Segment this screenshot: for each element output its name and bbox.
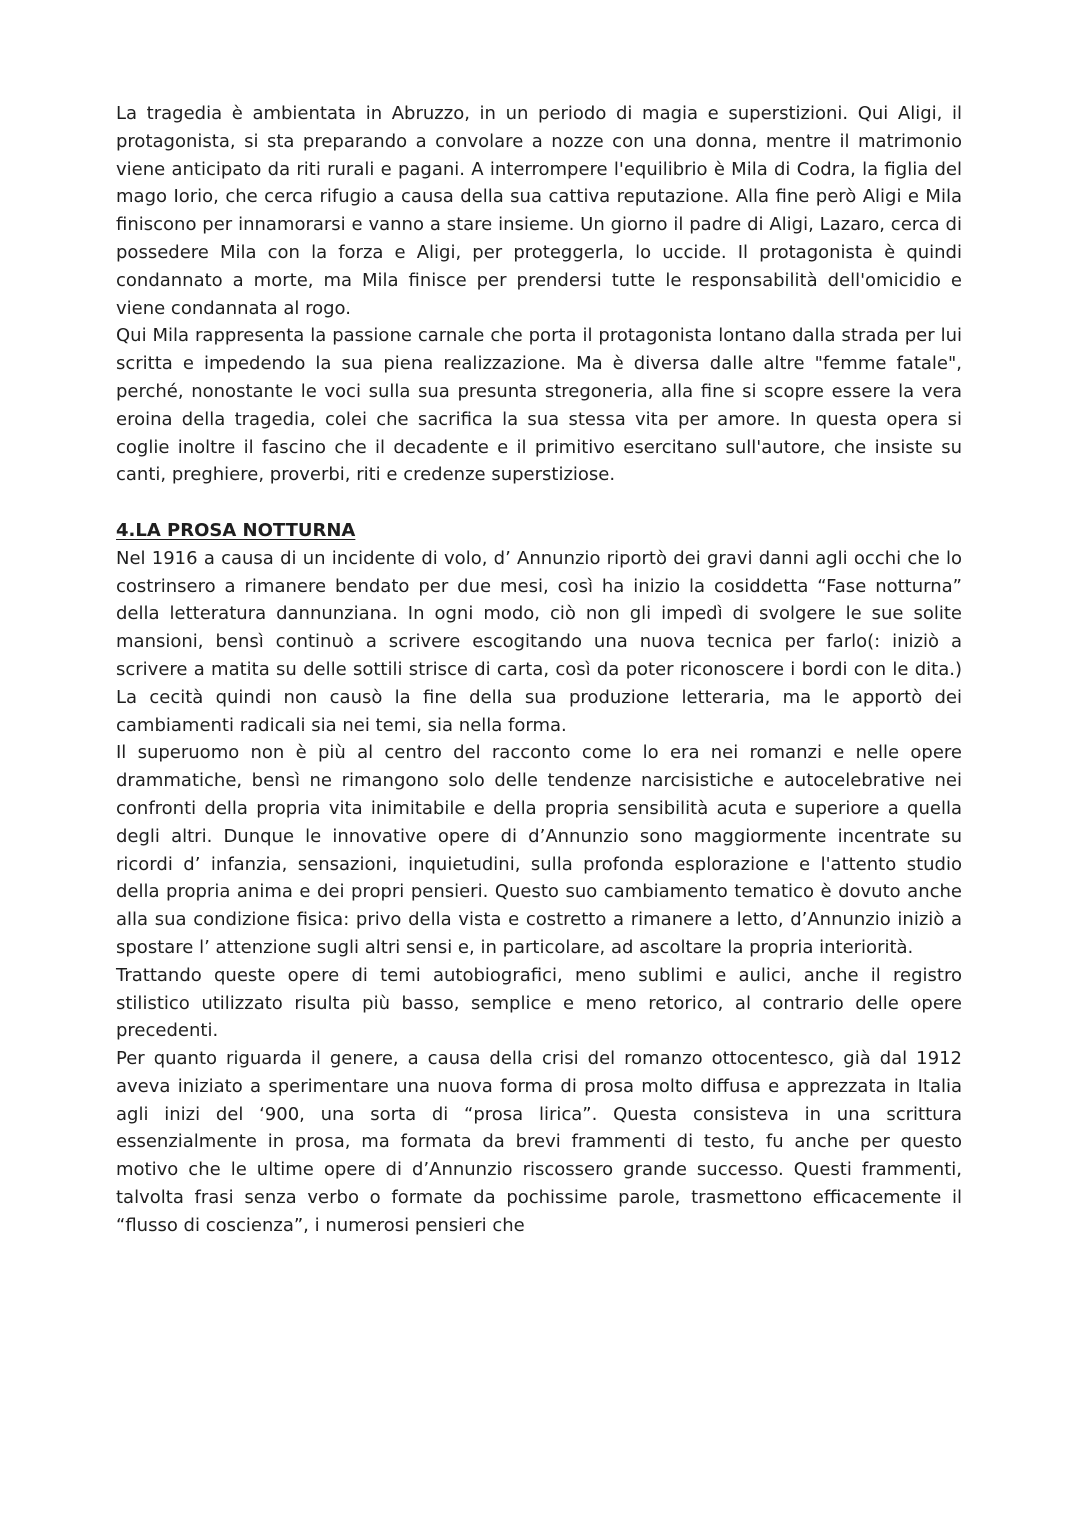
paragraph-register: Trattando queste opere di temi autobiografici, meno sublimi e aulici, anche il registro stilistico utilizzato risulta più basso, semplice e meno retorico, al contrario delle opere precedenti. <box>116 964 962 1042</box>
paragraph-nocturnal-phase: Nel 1916 a causa di un incidente di volo, d’ Annunzio riportò dei gravi danni agli occhi che lo costrinsero a rimanere bendato per due mesi, così ha inizio la cosiddetta “Fase notturna” della letteratura dannunziana. In ogni modo, ciò non gli impedì di svolgere le sue solite mansioni, bensì continuò a scrivere escogitando una nuova tecnica per farlo(: iniziò a scrivere a matita su delle sottili strisce di carta, così da poter riconoscere i bordi con le dita.) La cecità quindi non causò la fine della sua produzione letteraria, ma le apportò dei cambiamenti radicali sia nei temi, sia nella forma. <box>116 547 962 736</box>
paragraph-plot: La tragedia è ambientata in Abruzzo, in un periodo di magia e superstizioni. Qui Aligi, il protagonista, si sta preparando a convolare a nozze con una donna, mentre il matrimonio viene anticipato da riti rurali e pagani. A interrompere l'equilibrio è Mila di Codra, la figlia del mago Iorio, che cerca rifugio a causa della sua cattiva reputazione. Alla fine però Aligi e Mila finiscono per innamorarsi e vanno a stare insieme. Un giorno il padre di Aligi, Lazaro, cerca di possedere Mila con la forza e Aligi, per proteggerla, lo uccide. Il protagonista è quindi condannato a morte, ma Mila finisce per prendersi tutte le responsabilità dell'omicidio e viene condannata al rogo. <box>116 103 962 319</box>
paragraph-genre: Per quanto riguarda il genere, a causa della crisi del romanzo ottocentesco, già dal 1912 aveva iniziato a sperimentare una nuova forma di prosa molto diffusa e apprezzata in Italia agli inizi del ‘900, una sorta di “prosa lirica”. Questa consisteva in una scrittura essenzialmente in prosa, ma formata da brevi frammenti di testo, fu anche per questo motivo che le ultime opere di d’Annunzio riscossero grande successo. Questi frammenti, talvolta frasi senza verbo o formate da pochissime parole, trasmettono efficacemente il “flusso di coscienza”, i numerosi pensieri che <box>116 1048 962 1236</box>
section-heading: 4.LA PROSA NOTTURNA <box>116 519 356 541</box>
paragraph-superman: Il superuomo non è più al centro del racconto come lo era nei romanzi e nelle opere drammatiche, bensì ne rimangono solo delle tendenze narcisistiche e autocelebrative nei confronti della propria vita inimitabile e della propria sensibilità acuta e superiore a quella degli altri. Dunque le innovative opere di d’Annunzio sono maggiormente incentrate su ricordi d’ infanzia, sensazioni, inquietudini, sulla profonda esplorazione e l'attento studio della propria anima e dei propri pensieri. Questo suo cambiamento tematico è dovuto anche alla sua condizione fisica: privo della vista e costretto a rimanere a letto, d’Annunzio iniziò a spostare l’ attenzione sugli altri sensi e, in particolare, ad ascoltare la propria interiorità. <box>116 742 962 958</box>
paragraph-mila-analysis: Qui Mila rappresenta la passione carnale che porta il protagonista lontano dalla strada per lui scritta e impedendo la sua piena realizzazione. Ma è diversa dalle altre "femme fatale", perché, nonostante le voci sulla sua presunta stregoneria, alla fine si scopre essere la vera eroina della tragedia, colei che sacrifica la sua stessa vita per amore. In questa opera si coglie inoltre il fascino che il decadente e il primitivo esercitano sull'autore, che insiste su canti, preghiere, proverbi, riti e credenze superstiziose. <box>116 325 962 486</box>
document-page <box>116 100 962 1240</box>
